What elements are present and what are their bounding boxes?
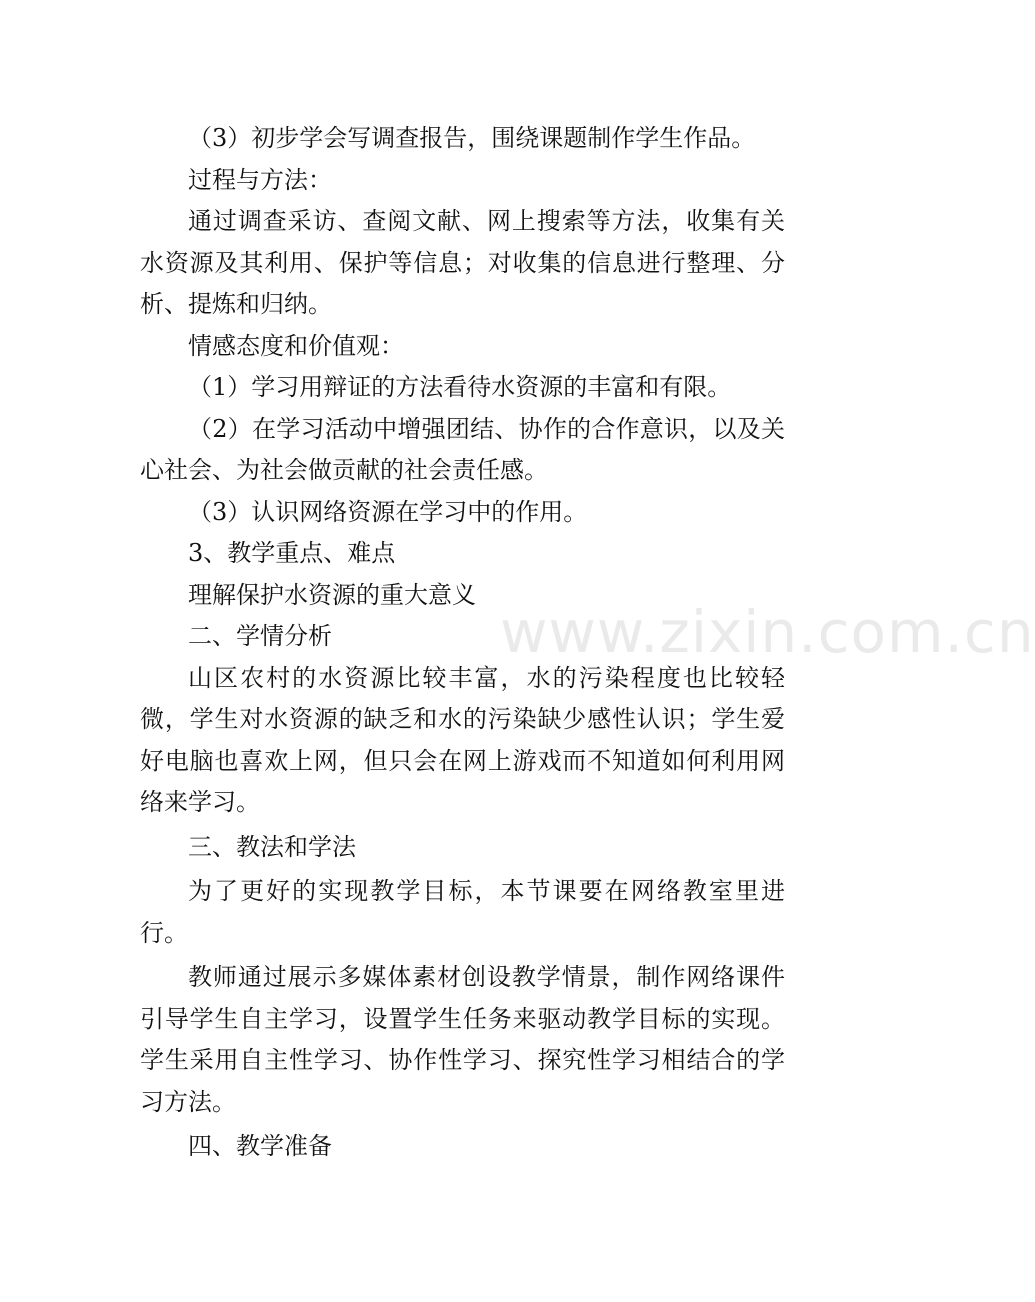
paragraph-emotion-3: （3）认识网络资源在学习中的作用。 — [188, 497, 588, 526]
heading-teaching-methods: 三、教法和学法 — [188, 832, 356, 861]
paragraph-key-points: 理解保护水资源的重大意义 — [188, 580, 476, 609]
heading-process-method: 过程与方法： — [188, 165, 332, 194]
paragraph-teaching-goal: 为了更好的实现教学目标，本节课要在网络教室里进行。 — [140, 877, 785, 947]
paragraph-process-method: 通过调查采访、查阅文献、网上搜索等方法，收集有关水资源及其利用、保护等信息；对收集的信息进行整理、分析、提炼和归纳。 — [140, 207, 785, 318]
heading-teaching-preparation: 四、教学准备 — [188, 1132, 332, 1160]
heading-student-analysis: 二、学情分析 — [188, 622, 332, 650]
heading-key-points: 3、教学重点、难点 — [188, 539, 396, 567]
watermark-text: www.zixin.com.cn — [500, 598, 1035, 666]
heading-emotion-values: 情感态度和价值观： — [188, 331, 404, 360]
paragraph-teacher-methods: 教师通过展示多媒体素材创设教学情景，制作网络课件引导学生自主学习，设置学生任务来驱动教学目标的实现。学生采用自主性学习、协作性学习、探究性学习相结合的学习方法。 — [140, 963, 785, 1116]
document-body — [140, 118, 785, 1168]
paragraph-emotion-1: （1）学习用辩证的方法看待水资源的丰富和有限。 — [188, 373, 732, 401]
paragraph-student-analysis: 山区农村的水资源比较丰富，水的污染程度也比较轻微，学生对水资源的缺乏和水的污染缺少感性认识；学生爱好电脑也喜欢上网，但只会在网上游戏而不知道如何利用网络来学习。 — [140, 663, 785, 816]
paragraph-goal-3: （3）初步学会写调查报告，围绕课题制作学生作品。 — [188, 124, 756, 152]
paragraph-emotion-2: （2）在学习活动中增强团结、协作的合作意识，以及关心社会、为社会做贡献的社会责任感。 — [140, 414, 785, 484]
